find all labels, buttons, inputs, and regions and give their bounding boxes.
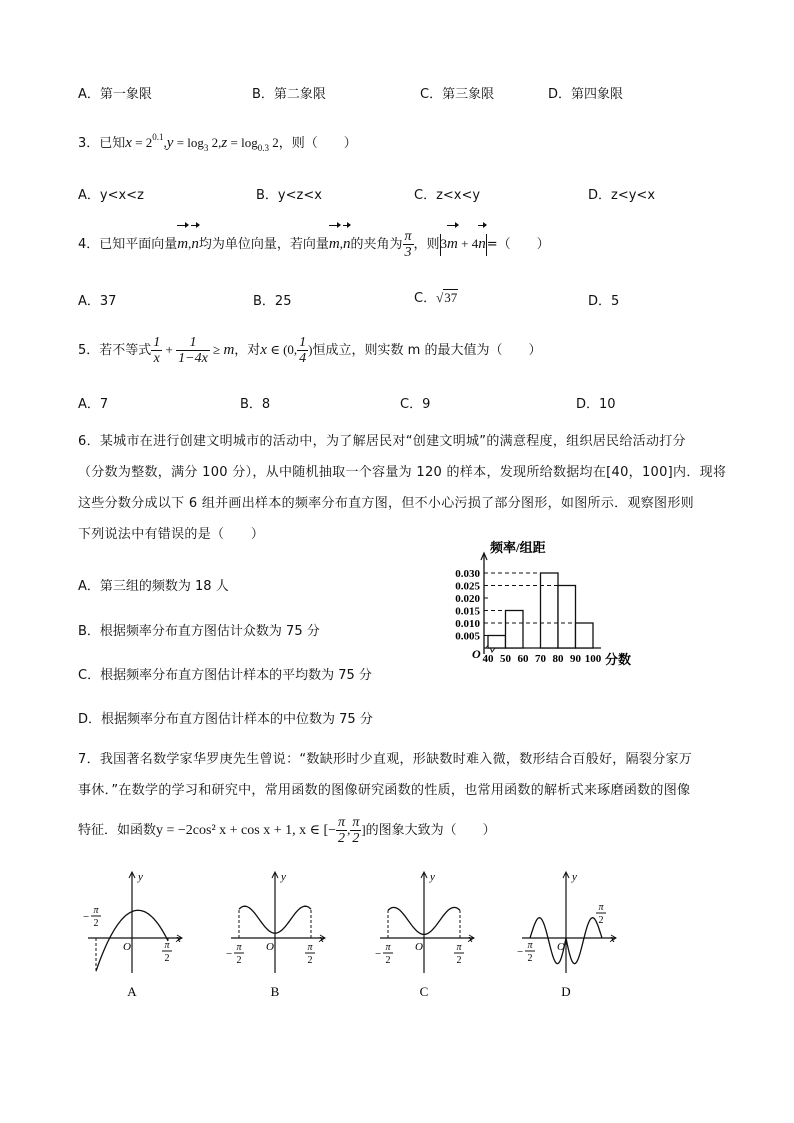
q3-option-d: D．z<y<x xyxy=(588,188,656,203)
y-tick-label: 0.010 xyxy=(455,618,480,630)
tick-neg-half-pi-neg: − xyxy=(375,948,382,960)
y-axis-label: y xyxy=(430,871,435,883)
q7-line-2: 事休．”在数学的学习和研究中，常用函数的图像研究函数的性质，也常用函数的解析式来琢磨函数的图像 xyxy=(78,783,691,798)
q4-stem: 4．已知平面向量m,n均为单位向量，若向量m,n的夹角为 $\frac{\pi}{3}$ ，则3m + 4n=（ ） xyxy=(78,224,550,265)
q2-option-d: D．第四象限 xyxy=(548,87,624,102)
q6-option-a: A．第三组的频数为 18 人 xyxy=(78,579,229,594)
q5-option-a: A．7 xyxy=(78,397,109,412)
tick-half-pi-pi: π xyxy=(164,940,170,951)
q6-line-3: 这些分数分成以下 6 组并画出样本的频率分布直方图，但不小心污损了部分图形，如图所示．观察图形则 xyxy=(78,496,694,511)
pi-1: π xyxy=(338,815,346,830)
origin-label: O xyxy=(266,941,274,953)
f1-den: x xyxy=(153,351,160,366)
x-tick-label: 60 xyxy=(517,653,529,665)
histogram-bar xyxy=(506,611,524,649)
q6-option-c: C．根据频率分布直方图估计样本的平均数为 75 分 xyxy=(78,668,372,683)
y-tick-label: 0.005 xyxy=(455,630,480,643)
q5-mid: ，对 xyxy=(234,343,261,358)
x-axis-label: x xyxy=(468,933,473,945)
histogram-bar xyxy=(558,586,576,649)
angle-den: 3 xyxy=(404,245,412,260)
x-axis-label: 分数 xyxy=(605,652,632,667)
q3-y-arg: 2 xyxy=(211,135,219,150)
q5-option-c: C．9 xyxy=(400,397,431,412)
frequency-histogram xyxy=(436,540,696,675)
two-1: 2 xyxy=(338,831,346,846)
origin-label: O xyxy=(123,941,131,953)
q4-option-a: A．37 xyxy=(78,294,117,309)
q4-option-b: B．25 xyxy=(253,294,292,309)
radicand: 37 xyxy=(444,290,458,305)
tick-neg-half-pi-two: 2 xyxy=(93,918,99,929)
vector-n: n xyxy=(191,224,199,264)
vector-n-3: n xyxy=(478,224,486,264)
sqrt-37: √37 xyxy=(436,290,458,305)
tick-neg-half-pi-pi: π xyxy=(527,940,533,951)
q7-frac-2 xyxy=(350,815,361,846)
y-axis-label: y xyxy=(281,871,286,883)
x-axis-label: x xyxy=(319,933,324,945)
q3-y-base: 3 xyxy=(203,143,209,153)
range-den: 4 xyxy=(299,351,307,366)
origin-label: O xyxy=(557,941,565,953)
x-tick-label: 80 xyxy=(552,653,564,665)
y-tick-label: 0.015 xyxy=(455,605,480,618)
q6-line-4: 下列说法中有错误的是（ ） xyxy=(78,527,265,542)
vector-m-2: m xyxy=(329,224,340,264)
two-2: 2 xyxy=(352,831,360,846)
graph-label: C xyxy=(419,984,429,999)
q6-option-d: D．根据频率分布直方图估计样本的中位数为 75 分 xyxy=(78,712,373,727)
q3-x-base: 2 xyxy=(145,135,153,150)
tick-half-pi-pi: π xyxy=(598,902,604,913)
q5-frac-2 xyxy=(176,335,210,366)
q3-x-exp: 0.1 xyxy=(152,132,164,142)
q3-suffix: ，则（ ） xyxy=(278,136,357,151)
x-tick-label: 50 xyxy=(500,653,511,665)
q4-option-c-label: C． xyxy=(414,291,437,306)
q7-line-3: 特征．如函数y = −2cos² x + cos x + 1, x ∈ [− $\frac{\pi}{2}$ , $\frac{\pi}{2}$ ]的图象大致为（ ） xyxy=(78,815,496,846)
origin-label: O xyxy=(472,647,481,661)
q6-line-2: （分数为整数，满分 100 分），从中随机抽取一个容量为 120 的样本，发现所给数据均在[40，100]内．现将 xyxy=(78,465,727,480)
q3-option-c: C．z<x<y xyxy=(414,188,481,203)
tick-neg-half-pi-neg: − xyxy=(83,911,90,923)
y-tick-label: 0.020 xyxy=(455,593,480,605)
y-tick-label: 0.025 xyxy=(455,580,480,593)
q2-option-b: B．第二象限 xyxy=(252,87,326,102)
tick-neg-half-pi-pi: π xyxy=(93,905,99,916)
tick-half-pi-two: 2 xyxy=(598,915,604,926)
histogram-bar xyxy=(541,573,559,648)
x-tick-label: 100 xyxy=(584,653,602,665)
q7-line3-suffix: 的图象大致为（ ） xyxy=(365,823,496,838)
graph-label: A xyxy=(127,984,137,999)
origin-label: O xyxy=(415,941,423,953)
tick-neg-half-pi-neg: − xyxy=(517,946,524,958)
q3-z-base: 0.3 xyxy=(257,143,269,153)
q5-range xyxy=(297,335,308,366)
tick-half-pi-two: 2 xyxy=(307,955,313,966)
x-tick-label: 90 xyxy=(570,653,581,665)
f2-num: 1 xyxy=(176,335,210,351)
vector-n-2: n xyxy=(343,224,351,264)
y-axis-label: y xyxy=(138,871,143,883)
q2-option-c: C．第三象限 xyxy=(420,87,495,102)
q7-func-tail: ] xyxy=(361,822,366,837)
graph-option-c xyxy=(375,871,474,999)
q3-option-b: B．y<z<x xyxy=(256,188,322,203)
tick-neg-half-pi-pi: π xyxy=(236,942,242,953)
q7-line-1: 7．我国著名数学家华罗庚先生曾说：“数缺形时少直观，形缺数时难入微，数形结合百般好，隔裂分家万 xyxy=(78,752,693,767)
q4-angle xyxy=(403,229,414,260)
pi-2: π xyxy=(352,815,360,830)
f1-num: 1 xyxy=(153,335,161,350)
q5-option-b: B．8 xyxy=(240,397,271,412)
graph-option-a xyxy=(83,871,182,999)
q5-frac-1 xyxy=(151,335,162,366)
q4-prefix: 4．已知平面向量 xyxy=(78,237,178,252)
range-num: 1 xyxy=(299,335,307,350)
vector-m-3: m xyxy=(447,224,458,264)
x-tick-label: 40 xyxy=(482,653,494,665)
q6-stem xyxy=(78,426,728,550)
q6-option-b: B．根据频率分布直方图估计众数为 75 分 xyxy=(78,624,320,639)
graph-option-b xyxy=(226,871,325,999)
q7-graph-options xyxy=(70,868,650,1003)
x-axis-label: x xyxy=(610,933,615,945)
q7-frac-1 xyxy=(336,815,347,846)
y-axis-label: y xyxy=(572,871,577,883)
tick-neg-half-pi-two: 2 xyxy=(527,953,533,964)
q3-stem: 3．已知$x = 2^{0.1},y = \log_3 2,z = \log_{0.3} 2$，则（ ） xyxy=(78,132,357,153)
q4-mid2: 的夹角为 xyxy=(350,237,403,252)
q5-option-d: D．10 xyxy=(576,397,616,412)
q7-func: y = −2cos² x + cos x + 1, x ∈ [− xyxy=(156,823,337,838)
q4-option-c xyxy=(414,287,458,306)
y-axis-label: 频率/组距 xyxy=(490,540,546,555)
angle-num: π xyxy=(404,229,412,244)
tick-neg-half-pi-two: 2 xyxy=(236,955,242,966)
q4-option-d: D．5 xyxy=(588,294,620,309)
tick-neg-half-pi-pi: π xyxy=(385,942,391,953)
q4-suffix: =（ ） xyxy=(486,237,550,252)
q2-option-a: A．第一象限 xyxy=(78,87,152,102)
tick-neg-half-pi-neg: − xyxy=(226,948,233,960)
q4-mid1: 均为单位向量，若向量 xyxy=(198,237,329,252)
y-tick-label: 0.030 xyxy=(455,568,480,580)
tick-half-pi-pi: π xyxy=(456,942,462,953)
q6-line-1: 6．某城市在进行创建文明城市的活动中，为了解居民对“创建文明城”的满意程度，组织居民给活动打分 xyxy=(78,434,686,449)
vector-m: m xyxy=(177,224,188,264)
q7-stem xyxy=(78,744,728,806)
q5-suffix: 恒成立，则实数 m 的最大值为（ ） xyxy=(312,343,542,358)
q3-z-arg: 2 xyxy=(272,135,279,150)
graph-label: D xyxy=(561,984,571,999)
f2-den: 1−4x xyxy=(178,351,208,366)
tick-half-pi-two: 2 xyxy=(456,955,462,966)
tick-half-pi-pi: π xyxy=(307,942,313,953)
x-tick-label: 70 xyxy=(535,653,546,665)
q4-mid3: ，则 xyxy=(413,237,440,252)
tick-half-pi-two: 2 xyxy=(164,953,170,964)
graph-label: B xyxy=(270,984,280,999)
histogram-bar xyxy=(576,623,594,648)
x-axis-label: x xyxy=(176,933,181,945)
q5-stem: 5．若不等式 $\frac{1}{x}$ + $\frac{1}{1-4x}$ ≥ m，对x ∈ (0, $\frac{1}{4}$ )恒成立，则实数 m 的最大值为（ ） xyxy=(78,335,542,366)
tick-neg-half-pi-two: 2 xyxy=(385,955,391,966)
q3-option-a: A．y<x<z xyxy=(78,188,144,203)
q3-prefix: 3．已知 xyxy=(78,136,126,151)
histogram-bar xyxy=(488,636,506,649)
graph-option-d xyxy=(517,871,616,999)
q5-prefix: 5．若不等式 xyxy=(78,343,152,358)
q7-line3-prefix: 特征．如函数 xyxy=(78,823,157,838)
